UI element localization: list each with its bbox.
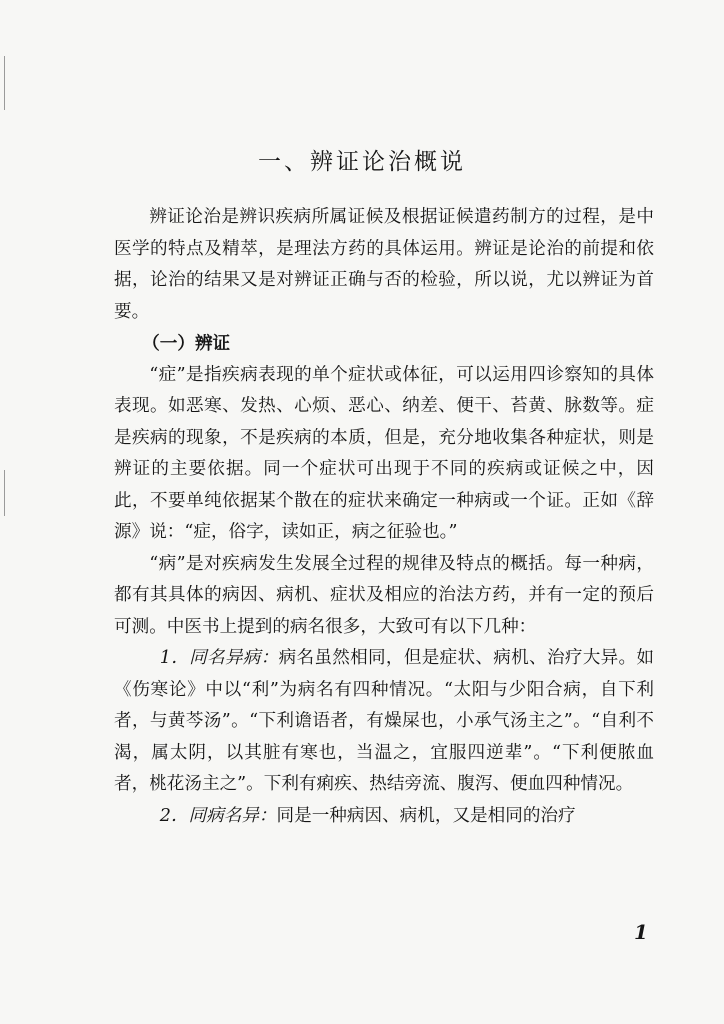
paragraph-disease: “病”是对疾病发生发展全过程的规律及特点的概括。每一种病，都有其具体的病因、病机、症状及相应的治法方药，并有一定的预后可测。中医书上提到的病名很多，大致可有以下几种：: [114, 553, 654, 637]
list-item-1-text: 病名虽然相同，但是症状、病机、治疗大异。如《伤寒论》中以“利”为病名有四种情况。“太阳与少阳合病，自下利者，与黄芩汤”。“下利谵语者，有燥屎也，小承气汤主之”。“自利不渴，属太阴，以其脏有寒也，当温之，宜服四逆辈”。“下利便脓血者，桃花汤主之”。下利有痢疾、热结旁流、腹泻、便血四种情况。: [114, 648, 654, 794]
scan-edge-mark: [4, 470, 5, 516]
list-item-2-text: 同是一种病因、病机，又是相同的治疗: [276, 805, 576, 826]
list-item-1: [114, 643, 654, 801]
body-text: [114, 202, 654, 832]
page-title: 一、辨证论治概说: [258, 149, 466, 175]
paragraph-intro: 辨证论治是辨识疾病所属证候及根据证候遣药制方的过程，是中医学的特点及精萃，是理法方药的具体运用。辨证是论治的前提和依据，论治的结果又是对辨证正确与否的检验，所以说，尤以辨证为首要。: [114, 207, 654, 322]
list-item-1-label: 1．同名异病：: [159, 648, 279, 668]
section-heading: （一）辨证: [142, 333, 231, 354]
list-item-2: [114, 801, 654, 833]
list-item-2-label: 2．同病名异：: [159, 805, 277, 826]
scan-edge-mark: [4, 56, 5, 110]
page-number: 1: [634, 920, 648, 944]
paragraph-symptom: “症”是指疾病表现的单个症状或体征，可以运用四诊察知的具体表现。如恶寒、发热、心烦、恶心、纳差、便干、苔黄、脉数等。症是疾病的现象，不是疾病的本质，但是，充分地收集各种症状，则是辨证的主要依据。同一个症状可出现于不同的疾病或证候之中，因此，不要单纯依据某个散在的症状来确定一种病或一个证。正如《辞源》说：“症，俗字，读如正，病之征验也。”: [114, 364, 654, 542]
